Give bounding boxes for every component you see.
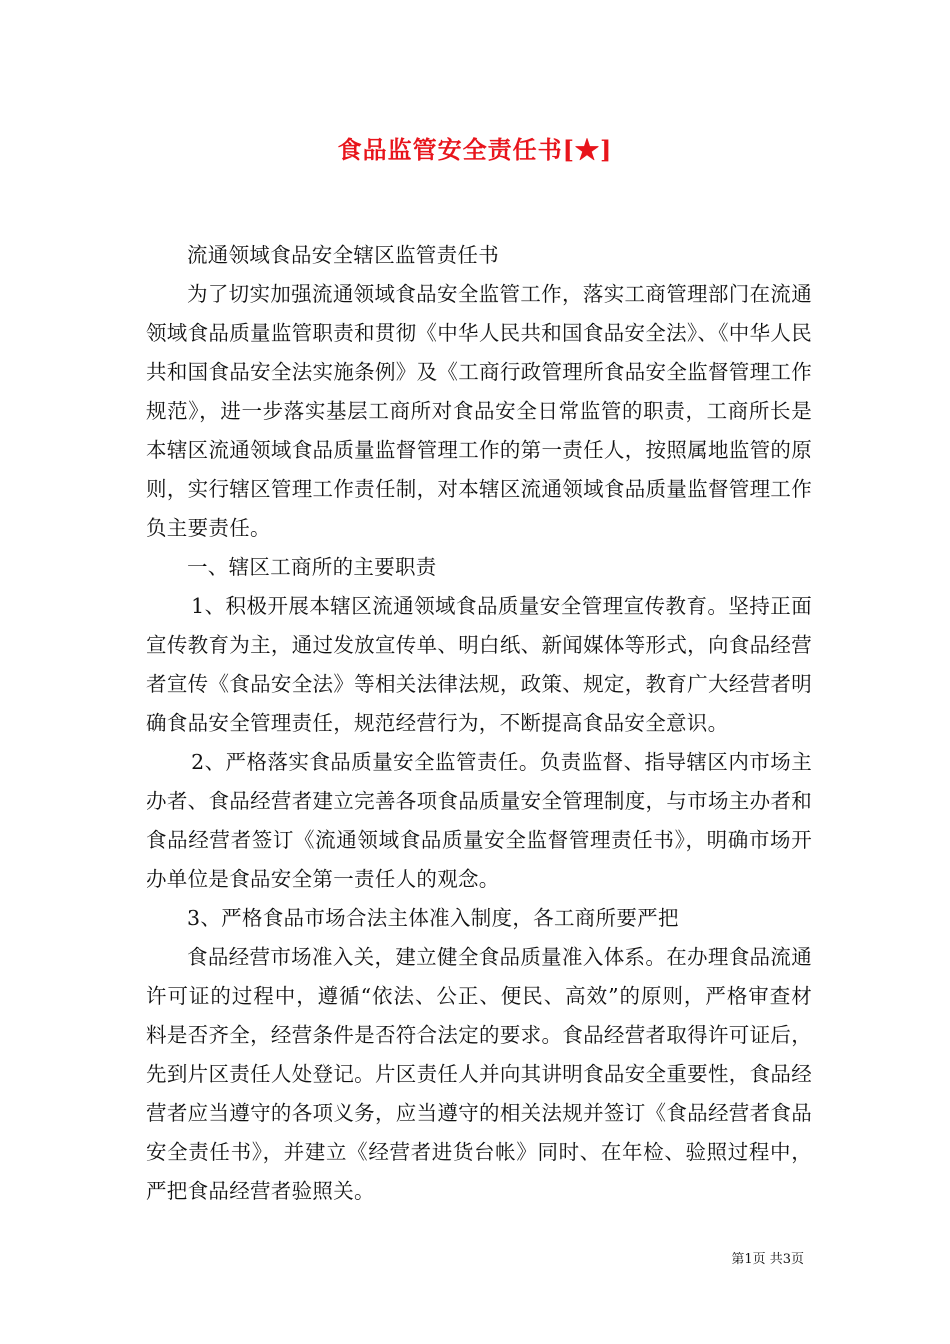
- paragraph-item-1: 1、积极开展本辖区流通领域食品质量安全管理宣传教育。坚持正面宣传教育为主，通过发放宣传单、明白纸、新闻媒体等形式，向食品经营者宣传《食品安全法》等相关法律法规，政策、规定，教育广大经营者明确食品安全管理责任，规范经营行为，不断提高食品安全意识。: [146, 594, 812, 735]
- paragraph-intro: 为了切实加强流通领域食品安全监管工作，落实工商管理部门在流通领域食品质量监管职责和贯彻《中华人民共和国食品安全法》、《中华人民共和国食品安全法实施条例》及《工商行政管理所食品安全监督管理工作规范》，进一步落实基层工商所对食品安全日常监管的职责，工商所长是本辖区流通领域食品质量监督管理工作的第一责任人，按照属地监管的原则，实行辖区管理工作责任制，对本辖区流通领域食品质量监督管理工作负主要责任。: [146, 282, 812, 540]
- page-number: 第1页 共3页: [731, 1252, 804, 1267]
- paragraph-section-heading: 一、辖区工商所的主要职责: [187, 555, 437, 579]
- paragraph-item-3-continued: 食品经营市场准入关，建立健全食品质量准入体系。在办理食品流通许可证的过程中，遵循“依法、公正、便民、高效”的原则，严格审查材料是否齐全，经营条件是否符合法定的要求。食品经营者取得许可证后，先到片区责任人处登记。片区责任人并向其讲明食品安全重要性，食品经营者应当遵守的各项义务，应当遵守的相关法规并签订《食品经营者食品安全责任书》，并建立《经营者进货台帐》同时、在年检、验照过程中，严把食品经营者验照关。: [146, 945, 812, 1203]
- document-title: 食品监管安全责任书[★]: [337, 135, 613, 164]
- paragraph-subtitle: 流通领域食品安全辖区监管责任书: [187, 243, 499, 267]
- paragraph-item-2: 2、严格落实食品质量安全监管责任。负责监督、指导辖区内市场主办者、食品经营者建立完善各项食品质量安全管理制度，与市场主办者和食品经营者签订《流通领域食品质量安全监督管理责任书》，明确市场开办单位是食品安全第一责任人的观念。: [146, 750, 812, 891]
- paragraph-item-3: 3、严格食品市场合法主体准入制度，各工商所要严把: [187, 906, 679, 930]
- document-body: [146, 236, 812, 1211]
